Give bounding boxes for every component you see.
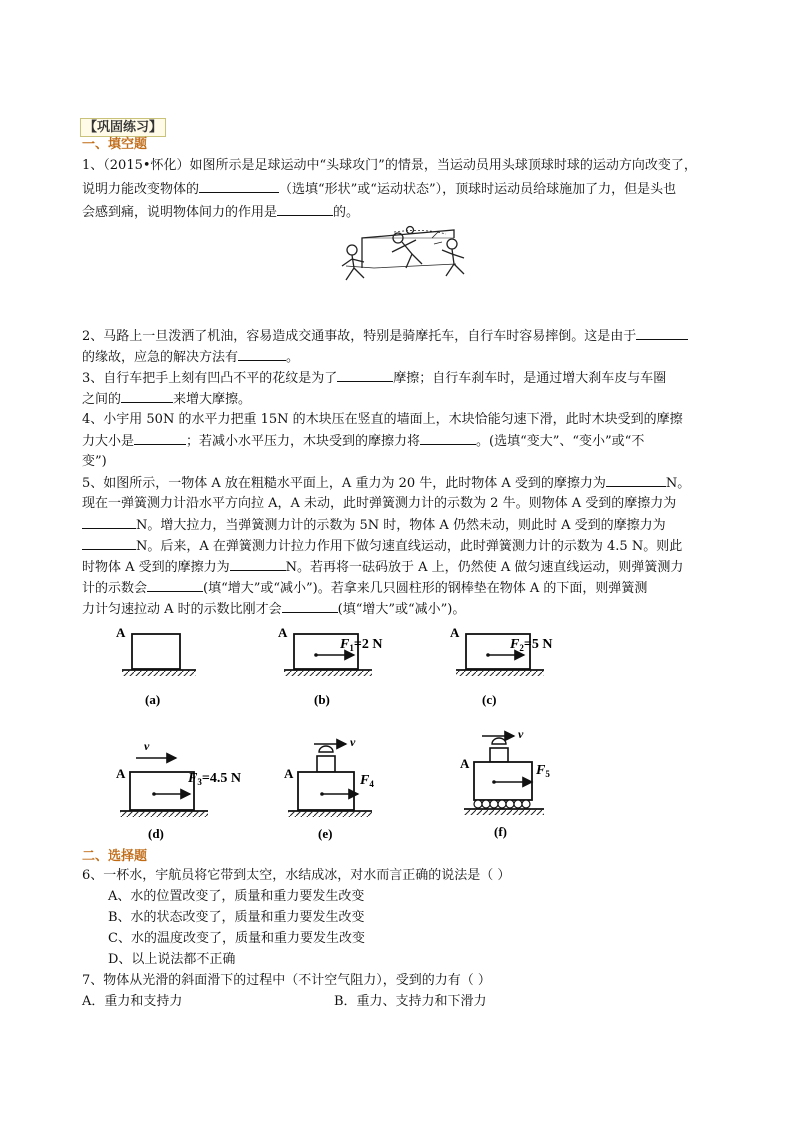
consolidation-header: 【巩固练习】 [80,118,166,137]
q5-line2: 现在一弹簧测力计沿水平方向拉 A，A 未动，此时弹簧测力计的示数为 2 牛。则物体 A 受到的摩擦力为 [82,496,677,511]
q4-blank2[interactable] [420,432,476,445]
figure-d [116,739,241,841]
q4-line1: 4、小宇用 50N 的水平力把重 15N 的木块压在竖直的墙面上，木块恰能匀速下滑，此时木块受到的摩擦 [82,412,683,427]
figure-f-caption: (f) [494,824,507,839]
q6-option-a[interactable]: A、水的位置改变了，质量和重力要发生改变 [108,889,365,904]
figure-c-label-A: A [450,625,460,640]
section-choice-title: 二、选择题 [82,849,148,864]
q2-blank1[interactable] [636,327,688,340]
q2-blank2[interactable] [238,348,286,361]
q4-line2: 力大小是 ；若减小水平压力，木块受到的摩擦力将 。(选填“变大”、“变小”或“不 [82,434,645,449]
figure-f-force-label: $F_5$ [536,763,550,779]
q7-stem: 7、物体从光滑的斜面滑下的过程中（不计空气阻力），受到的力有（ ） [82,973,491,988]
q5-blank4[interactable] [230,558,286,571]
q4-line3: 变”) [82,454,107,469]
figure-d-label-A: A [116,766,126,781]
q3-blank2[interactable] [121,390,173,403]
figure-b-label-A: A [278,625,288,640]
figure-a [116,625,196,707]
q1-blank1[interactable] [199,180,279,193]
q3-line2: 之间的 来增大摩擦。 [82,392,252,407]
figure-e [284,735,374,841]
figure-a-label-A: A [116,625,126,640]
figure-e-velocity-label: v [350,735,356,749]
q5-blank1[interactable] [606,474,666,487]
q1-line3: 会感到痛，说明物体间力的作用是 的。 [82,205,360,220]
figure-f-velocity-label: v [518,727,524,741]
figure-c-caption: (c) [482,692,497,707]
q1-blank2[interactable] [277,203,333,216]
q6-option-c[interactable]: C、水的温度改变了，质量和重力要发生改变 [108,931,365,946]
q3-blank1[interactable] [337,369,393,382]
figure-f [460,727,550,839]
figure-a-caption: (a) [145,692,161,707]
figure-e-force-label: $F_4$ [360,773,374,789]
q5-line1: 5、如图所示，一物体 A 放在粗糙水平面上，A 重力为 20 牛，此时物体 A 受到的摩擦力为 N。 [82,476,691,491]
q6-stem: 6、一杯水，宇航员将它带到太空，水结成冰，对水而言正确的说法是（ ） [82,868,511,883]
q5-line4: N。后来，A 在弹簧测力计拉力作用下做匀速直线运动，此时弹簧测力计的示数为 4.5 N。则此 [82,537,682,555]
q5-line7: 力计匀速拉动 A 时的示数比刚才会 (填“增大”或“减小”)。 [82,602,466,617]
section-fill-blank-title: 一、填空题 [82,137,148,152]
q3-line1: 3、自行车把手上刻有凹凸不平的花纹是为了 摩擦；自行车刹车时，是通过增大刹车皮与车圈 [82,371,667,386]
figure-e-label-A: A [284,766,294,781]
friction-figures-row2 [110,726,590,842]
figure-e-caption: (e) [318,826,333,841]
q5-blank2[interactable] [82,516,136,529]
friction-figures-row1 [110,624,590,714]
q2-line2: 的缘故，应急的解决方法有 。 [82,350,300,365]
figure-b-force-label: $F_1=2$ N [340,637,383,653]
header-ball-illustration [334,224,480,294]
q5-blank6[interactable] [282,600,338,613]
q6-option-b[interactable]: B、水的状态改变了，质量和重力要发生改变 [108,910,365,925]
figure-b [278,625,382,707]
figure-c [450,625,552,707]
q7-option-b[interactable]: B．重力、支持力和下滑力 [334,994,487,1009]
figure-d-caption: (d) [148,826,164,841]
q4-blank1[interactable] [134,432,186,445]
q1-line2: 说明力能改变物体的 （选填“形状”或“运动状态”），顶球时运动员给球施加了力，但是头也 [82,182,677,197]
q7-option-a[interactable]: A．重力和支持力 [82,994,183,1009]
q1-line1: 1、（2015•怀化）如图所示是足球运动中“头球攻门”的情景，当运动员用头球顶球时球的运动方向改变了， [82,158,697,173]
figure-f-label-A: A [460,756,470,771]
q2-line1: 2、马路上一旦泼洒了机油，容易造成交通事故，特别是骑摩托车，自行车时容易摔倒。这是由于 [82,327,688,345]
figure-c-force-label: $F_2=5$ N [510,637,553,653]
q5-blank3[interactable] [82,537,136,550]
q5-blank5[interactable] [147,579,203,592]
figure-b-caption: (b) [314,692,330,707]
figure-d-velocity-label: v [144,739,150,753]
q5-line3: N。增大拉力，当弹簧测力计的示数为 5N 时，物体 A 仍然未动，则此时 A 受到的摩擦力为 [82,516,666,534]
q6-option-d[interactable]: D、以上说法都不正确 [108,952,236,967]
q5-line6: 计的示数会 (填“增大”或“减小”)。若拿来几只圆柱形的钢棒垫在物体 A 的下面，则弹簧测 [82,581,648,596]
q5-line5: 时物体 A 受到的摩擦力为 N。若再将一砝码放于 A 上，仍然使 A 做匀速直线运动，则弹簧测力 [82,560,684,575]
figure-d-force-label: $F_3=4.5$ N [188,771,241,787]
